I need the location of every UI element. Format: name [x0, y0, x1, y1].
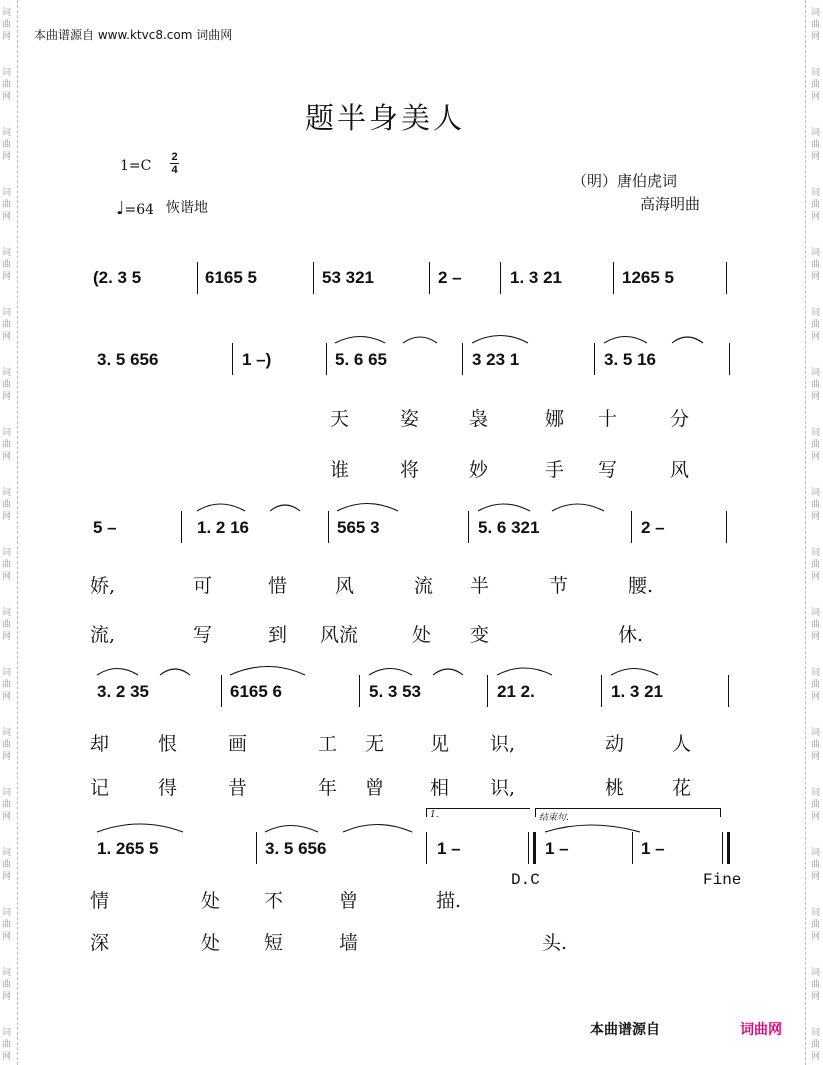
measure: 3. 5 16 — [604, 350, 656, 369]
watermark-char: 网 — [811, 692, 821, 702]
lyric-char: 风 — [670, 459, 690, 481]
measure: 5. 3 53 — [369, 682, 421, 701]
watermark-char: 网 — [811, 512, 821, 522]
watermark-char: 词 — [2, 968, 12, 978]
watermark-char: 曲 — [2, 920, 12, 930]
watermark-char: 词 — [2, 908, 12, 918]
measure: 1. 2 16 — [197, 518, 249, 537]
lyric-char: 记 — [90, 777, 110, 799]
measure: (2. 3 5 — [93, 268, 142, 287]
lyric-char: 半 — [470, 575, 490, 597]
watermark-char: 网 — [811, 212, 821, 222]
watermark-char: 词 — [811, 68, 821, 78]
measure: 3. 5 656 — [265, 839, 327, 858]
lyric-char: 无 — [365, 733, 385, 755]
lyric-char: 谁 — [330, 459, 350, 481]
lyric-char: 天 — [330, 408, 350, 430]
watermark-char: 曲 — [2, 440, 12, 450]
watermark-char: 网 — [2, 512, 12, 522]
lyric-char: 却 — [90, 733, 110, 755]
watermark-char: 曲 — [811, 20, 821, 30]
slur-arc — [545, 825, 640, 832]
watermark-char: 曲 — [811, 860, 821, 870]
measure: 2 – — [641, 518, 665, 537]
measure: 1265 5 — [622, 268, 674, 287]
watermark-char: 网 — [811, 272, 821, 282]
watermark-char: 网 — [2, 92, 12, 102]
watermark-char: 网 — [811, 992, 821, 1002]
composer-credit: 高海明曲 — [640, 195, 701, 213]
slur-arc — [433, 669, 463, 675]
lyric-char: 画 — [228, 733, 248, 755]
watermark-char: 曲 — [2, 860, 12, 870]
watermark-char: 曲 — [2, 800, 12, 810]
slur-arc — [478, 504, 530, 511]
lyric-char: 花 — [672, 777, 692, 799]
lyric-char: 流 — [414, 575, 434, 597]
lyric-char: 不 — [264, 890, 284, 912]
watermark-char: 曲 — [811, 80, 821, 90]
slur-arc — [265, 826, 318, 833]
watermark-char: 词 — [2, 848, 12, 858]
watermark-char: 词 — [811, 788, 821, 798]
lyric-char: 休. — [618, 624, 644, 646]
watermark-char: 词 — [2, 188, 12, 198]
lyric-char: 年 — [318, 777, 338, 799]
lyric-char: 墙 — [339, 932, 359, 954]
lyric-char: 桃 — [605, 777, 625, 799]
lyric-char: 情 — [90, 890, 110, 912]
lyric-char: 娇, — [90, 575, 116, 597]
watermark-char: 曲 — [2, 560, 12, 570]
measure: 1 –) — [242, 350, 272, 369]
lyric-char: 写 — [598, 459, 618, 481]
watermark-char: 网 — [2, 752, 12, 762]
watermark-char: 词 — [2, 248, 12, 258]
watermark-char: 网 — [2, 392, 12, 402]
measure: 3. 5 656 — [97, 350, 159, 369]
lyric-char: 到 — [268, 624, 288, 646]
lyric-char: 描. — [436, 890, 462, 912]
lyric-char: 昔 — [228, 777, 248, 799]
watermark-char: 网 — [811, 632, 821, 642]
measure: 1 – — [545, 839, 569, 858]
watermark-char: 曲 — [2, 500, 12, 510]
lyric-char: 将 — [400, 459, 420, 481]
key-signature: 1=C — [120, 158, 152, 174]
mood-marking: 恢谐地 — [166, 200, 208, 216]
lyric-char: 流, — [90, 624, 116, 646]
lyric-char: 头. — [542, 932, 568, 954]
watermark-char: 网 — [2, 872, 12, 882]
watermark-char: 词 — [2, 68, 12, 78]
lyric-char: 惜 — [268, 575, 288, 597]
watermark-char: 词 — [2, 428, 12, 438]
lyric-char: 袅 — [469, 408, 489, 430]
watermark-char: 曲 — [811, 920, 821, 930]
watermark-char: 词 — [811, 728, 821, 738]
lyric-char: 腰. — [628, 575, 654, 597]
footer-brand: 词曲网 — [740, 1022, 782, 1038]
fine-mark: Fine — [703, 871, 742, 889]
watermark-char: 曲 — [2, 200, 12, 210]
watermark-char: 网 — [811, 92, 821, 102]
measure: 1. 265 5 — [97, 839, 159, 858]
slur-arc — [552, 504, 604, 511]
watermark-char: 词 — [2, 1028, 12, 1038]
lyric-char: 风流 — [320, 624, 359, 646]
watermark-char: 词 — [811, 248, 821, 258]
watermark-char: 网 — [811, 812, 821, 822]
watermark-char: 网 — [811, 872, 821, 882]
slur-arc — [604, 337, 647, 344]
watermark-char: 网 — [811, 152, 821, 162]
watermark-char: 词 — [811, 668, 821, 678]
watermark-char: 网 — [2, 692, 12, 702]
lyric-char: 写 — [193, 624, 213, 646]
slur-arc — [160, 669, 190, 675]
lyric-char: 人 — [672, 733, 692, 755]
lyric-char: 恨 — [158, 733, 178, 755]
watermark-char: 网 — [2, 152, 12, 162]
lyric-char: 工 — [318, 733, 338, 755]
watermark-char: 网 — [811, 1052, 821, 1062]
lyric-char: 处 — [201, 890, 221, 912]
lyric-char: 短 — [264, 932, 284, 954]
watermark-char: 网 — [811, 932, 821, 942]
watermark-char: 曲 — [2, 680, 12, 690]
watermark-char: 词 — [811, 1028, 821, 1038]
lyric-char: 妙 — [469, 459, 489, 481]
lyric-char: 曾 — [365, 777, 385, 799]
watermark-char: 词 — [2, 308, 12, 318]
watermark-char: 曲 — [811, 500, 821, 510]
measure: 3 23 1 — [472, 350, 520, 369]
watermark-char: 曲 — [811, 440, 821, 450]
measure: 53 321 — [322, 268, 374, 287]
watermark-char: 词 — [811, 488, 821, 498]
slur-arc — [343, 825, 412, 833]
watermark-char: 词 — [811, 548, 821, 558]
watermark-char: 网 — [811, 32, 821, 42]
watermark-char: 曲 — [811, 800, 821, 810]
watermark-char: 网 — [2, 992, 12, 1002]
volta-first-label: 1. — [430, 810, 439, 820]
volta-final-label: 结束句. — [539, 813, 569, 823]
watermark-char: 曲 — [811, 200, 821, 210]
measure: 2 – — [438, 268, 462, 287]
watermark-char: 曲 — [811, 560, 821, 570]
watermark-char: 网 — [811, 572, 821, 582]
lyric-char: 变 — [470, 624, 490, 646]
watermark-char: 曲 — [2, 620, 12, 630]
watermark-char: 网 — [2, 932, 12, 942]
slur-arc — [611, 669, 658, 676]
lyric-char: 处 — [412, 624, 432, 646]
watermark-char: 词 — [811, 428, 821, 438]
watermark-char: 网 — [2, 212, 12, 222]
measure: 6165 6 — [230, 682, 282, 701]
watermark-char: 曲 — [2, 140, 12, 150]
tempo-marking: ♩=64 — [116, 198, 155, 219]
measure: 5. 6 321 — [478, 518, 540, 537]
measure: 1 – — [437, 839, 461, 858]
lyric-char: 得 — [158, 777, 178, 799]
slur-arc — [97, 669, 138, 676]
watermark-char: 网 — [811, 752, 821, 762]
watermark-char: 词 — [2, 668, 12, 678]
lyricist-credit: （明）唐伯虎词 — [572, 172, 678, 190]
measure: 5. 6 65 — [335, 350, 387, 369]
lyric-char: 曾 — [339, 890, 359, 912]
watermark-char: 网 — [2, 812, 12, 822]
watermark-char: 曲 — [811, 1040, 821, 1050]
time-denominator: 4 — [171, 164, 178, 176]
watermark-char: 曲 — [2, 740, 12, 750]
watermark-char: 曲 — [2, 380, 12, 390]
watermark-char: 词 — [2, 368, 12, 378]
watermark-char: 曲 — [811, 140, 821, 150]
watermark-char: 词 — [811, 848, 821, 858]
slur-arc — [403, 337, 437, 343]
slur-arc — [369, 669, 412, 676]
lyric-char: 可 — [193, 575, 213, 597]
quarter-note-icon: ♩ — [116, 198, 125, 219]
measure: 565 3 — [337, 518, 380, 537]
watermark-char: 曲 — [811, 680, 821, 690]
measure: 1. 3 21 — [510, 268, 562, 287]
watermark-char: 网 — [811, 452, 821, 462]
source-header: 本曲谱源自 www.ktvc8.com 词曲网 — [34, 28, 233, 42]
measure: 1. 3 21 — [611, 682, 663, 701]
watermark-char: 词 — [811, 368, 821, 378]
lyric-char: 深 — [90, 932, 110, 954]
watermark-char: 词 — [2, 8, 12, 18]
watermark-char: 曲 — [2, 80, 12, 90]
lyric-char: 识, — [490, 777, 516, 799]
da-capo-mark: D.C — [511, 871, 540, 889]
watermark-char: 词 — [2, 608, 12, 618]
watermark-char: 曲 — [811, 980, 821, 990]
watermark-char: 词 — [811, 188, 821, 198]
watermark-char: 网 — [811, 332, 821, 342]
lyric-char: 相 — [430, 777, 450, 799]
time-numerator: 2 — [171, 151, 178, 163]
lyric-char: 手 — [545, 459, 565, 481]
watermark-char: 词 — [2, 488, 12, 498]
lyric-char: 见 — [430, 733, 450, 755]
slur-arc — [197, 504, 245, 511]
watermark-char: 网 — [2, 272, 12, 282]
watermark-char: 曲 — [811, 620, 821, 630]
watermark-char: 曲 — [2, 320, 12, 330]
lyric-char: 分 — [670, 408, 690, 430]
watermark-char: 词 — [811, 8, 821, 18]
slur-arc — [335, 337, 385, 344]
slur-arc — [472, 336, 528, 344]
watermark-char: 网 — [811, 392, 821, 402]
lyric-char: 十 — [598, 408, 618, 430]
measure: 6165 5 — [205, 268, 257, 287]
measure: 5 – — [93, 518, 117, 537]
watermark-char: 曲 — [2, 20, 12, 30]
lyric-char: 娜 — [545, 408, 565, 430]
watermark-char: 曲 — [811, 260, 821, 270]
watermark-char: 词 — [811, 308, 821, 318]
watermark-char: 词 — [811, 968, 821, 978]
slur-arc — [337, 504, 398, 512]
watermark-char: 曲 — [811, 740, 821, 750]
lyric-char: 风 — [335, 575, 355, 597]
watermark-char: 词 — [811, 908, 821, 918]
watermark-char: 网 — [2, 1052, 12, 1062]
measure: 3. 2 35 — [97, 682, 149, 701]
watermark-char: 网 — [2, 32, 12, 42]
watermark-char: 词 — [2, 788, 12, 798]
measure: 21 2. — [497, 682, 535, 701]
watermark-char: 词 — [2, 548, 12, 558]
watermark-char: 词 — [811, 608, 821, 618]
slur-arc — [497, 668, 552, 675]
watermark-char: 网 — [2, 332, 12, 342]
watermark-char: 曲 — [2, 980, 12, 990]
measure: 1 – — [641, 839, 665, 858]
watermark-char: 词 — [811, 128, 821, 138]
watermark-char: 曲 — [811, 380, 821, 390]
lyric-char: 节 — [549, 575, 569, 597]
footer-source: 本曲谱源自 — [590, 1022, 660, 1038]
lyric-char: 姿 — [400, 408, 420, 430]
watermark-char: 曲 — [2, 1040, 12, 1050]
slur-arc — [672, 337, 703, 343]
watermark-char: 曲 — [811, 320, 821, 330]
watermark-char: 词 — [2, 728, 12, 738]
watermark-char: 词 — [2, 128, 12, 138]
watermark-char: 网 — [2, 452, 12, 462]
watermark-char: 网 — [2, 632, 12, 642]
watermark-char: 网 — [2, 572, 12, 582]
lyric-char: 动 — [605, 733, 625, 755]
slur-arc — [230, 667, 305, 676]
slur-arc — [270, 505, 300, 511]
page-title: 题半身美人 — [305, 101, 466, 135]
watermark-char: 曲 — [2, 260, 12, 270]
lyric-char: 处 — [201, 932, 221, 954]
slur-arc — [97, 824, 183, 832]
lyric-char: 识, — [490, 733, 516, 755]
